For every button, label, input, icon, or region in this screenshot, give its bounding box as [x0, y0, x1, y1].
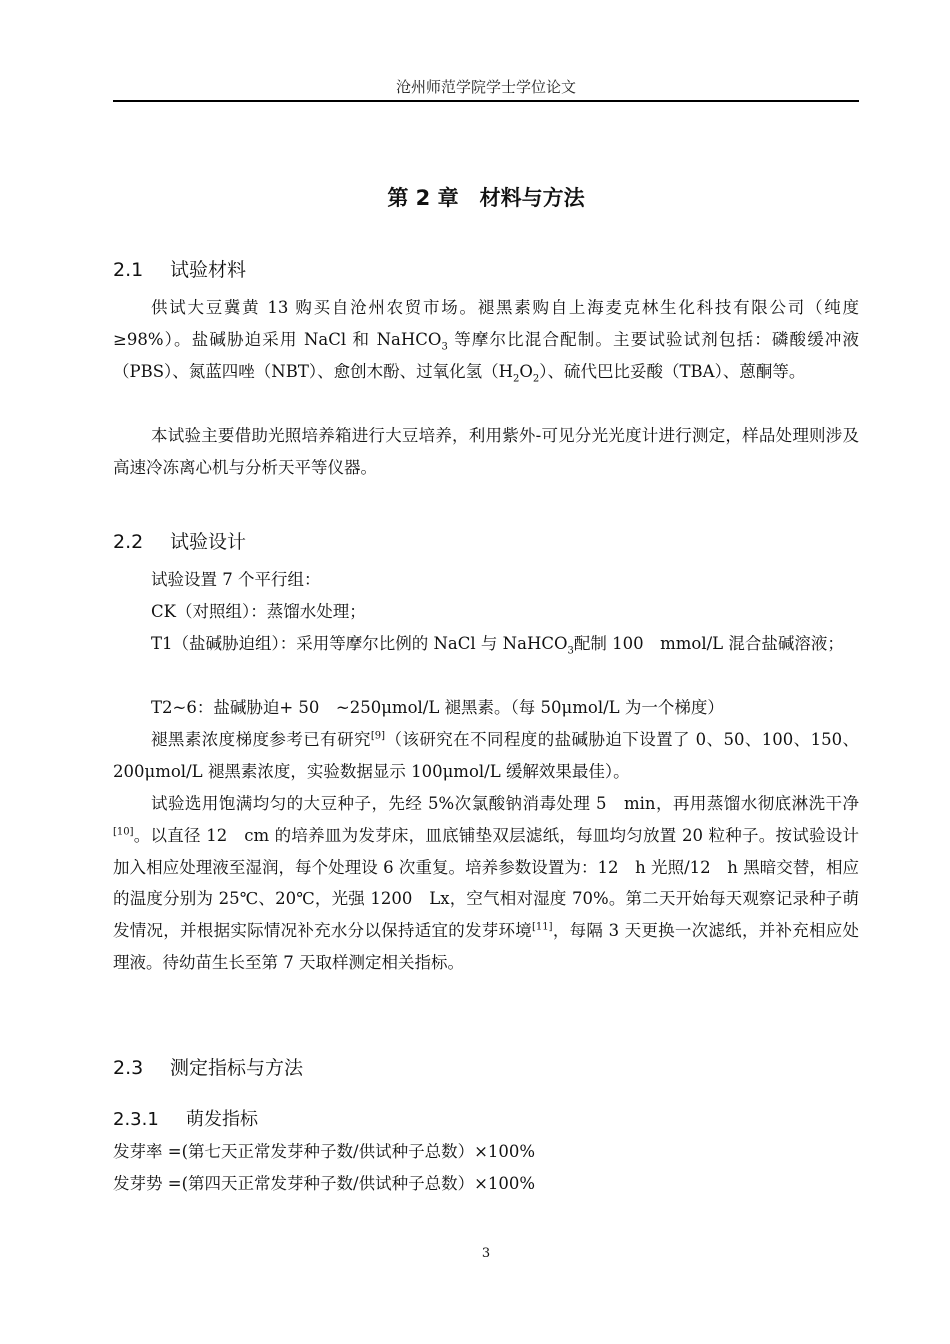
- running-header: 沧州师范学院学士学位论文: [395, 78, 576, 96]
- section-number: 2.1: [113, 259, 144, 281]
- design-line-reference: [113, 724, 859, 788]
- paragraph-procedure: [113, 788, 859, 979]
- section-heading-2-1: [113, 255, 246, 282]
- paragraph-materials: [113, 292, 859, 387]
- text-run: 等摩尔比混合配制。主要试验试剂包括：磷酸缓冲液（PBS）、氮蓝四唑（NBT）、愈创木酚、过氧化氢（H: [113, 329, 860, 381]
- design-line-groups: 试验设置 7 个平行组：: [151, 570, 321, 589]
- section-number: 2.2: [113, 531, 144, 553]
- text-run: （该研究在不同程度的盐碱胁迫下设置了 0、50、100、150、200μmol/L 褪黑素浓度，实验数据显示 100μmol/L 缓解效果最佳）。: [113, 730, 860, 781]
- page-number: 3: [481, 1246, 491, 1261]
- subscript: 3: [441, 341, 448, 353]
- design-line-ck: CK（对照组）：蒸馏水处理；: [151, 602, 366, 621]
- header-rule: [113, 100, 859, 102]
- text-run: 褪黑素浓度梯度参考已有研究: [151, 730, 371, 749]
- subscript: 3: [567, 645, 574, 657]
- text-run: ）、硫代巴比妥酸（TBA）、蒽酮等。: [539, 361, 806, 381]
- subsection-title: 萌发指标: [186, 1109, 258, 1130]
- citation: [10]: [113, 826, 134, 838]
- citation: [11]: [532, 921, 553, 933]
- citation: [9]: [370, 730, 386, 742]
- formula-germination-potential: 发芽势 =(第四天正常发芽种子数/供试种子总数）×100%: [113, 1174, 536, 1193]
- design-line-t1: [113, 628, 859, 660]
- text-run: O: [519, 361, 533, 381]
- text-run: T1（盐碱胁迫组）：采用等摩尔比例的 NaCl 与 NaHCO: [151, 634, 568, 653]
- text-run: 配制 100 mmol/L 混合盐碱溶液；: [573, 634, 844, 653]
- text-run: ，每隔 3 天更换一次滤纸，并补充相应处理液。待幼苗生长至第 7 天取样测定相关指标。: [113, 921, 860, 972]
- chapter-title: 第 2 章 材料与方法: [387, 186, 585, 210]
- formula-germination-rate: 发芽率 =(第七天正常发芽种子数/供试种子总数）×100%: [113, 1142, 536, 1161]
- subsection-heading-2-3-1: [113, 1105, 258, 1131]
- subscript: 2: [532, 372, 540, 384]
- section-title: 测定指标与方法: [170, 1057, 304, 1079]
- section-title: 试验材料: [170, 259, 247, 281]
- section-heading-2-3: [113, 1053, 303, 1080]
- section-title: 试验设计: [170, 531, 247, 553]
- section-number: 2.3: [113, 1057, 144, 1079]
- subsection-number: 2.3.1: [113, 1109, 159, 1130]
- text-run: 试验选用饱满均匀的大豆种子，先经 5%次氯酸钠消毒处理 5 min，再用蒸馏水彻底淋洗干净: [151, 794, 859, 813]
- subscript: 2: [513, 372, 520, 384]
- text-run: 供试大豆冀黄 13 购买自沧州农贸市场。褪黑素购自上海麦克林生化科技有限公司（纯度≥98%）。盐碱胁迫采用 NaCl 和 NaHCO: [113, 298, 859, 349]
- design-line-t2-6: T2~6：盐碱胁迫+ 50 ~250μmol/L 褪黑素。（每 50μmol/L 为一个梯度）: [151, 698, 724, 717]
- paragraph-instruments: 本试验主要借助光照培养箱进行大豆培养，利用紫外-可见分光光度计进行测定，样品处理则涉及高速冷冻离心机与分析天平等仪器。: [113, 426, 859, 477]
- text-run: 。以直径 12 cm 的培养皿为发芽床，皿底铺垫双层滤纸，每皿均匀放置 20 粒种子。按试验设计加入相应处理液至湿润，每个处理设 6 次重复。培养参数设置为：12 h 光照/12 h 黑暗交替，相应的温度分别为 25℃、20℃，光强 1200 Lx，空气相对湿度 70%。第二天开始每天观察记录种子萌发情况，并根据实际情况补充水分以保持适宜的发芽环境: [113, 825, 859, 941]
- section-heading-2-2: [113, 527, 246, 554]
